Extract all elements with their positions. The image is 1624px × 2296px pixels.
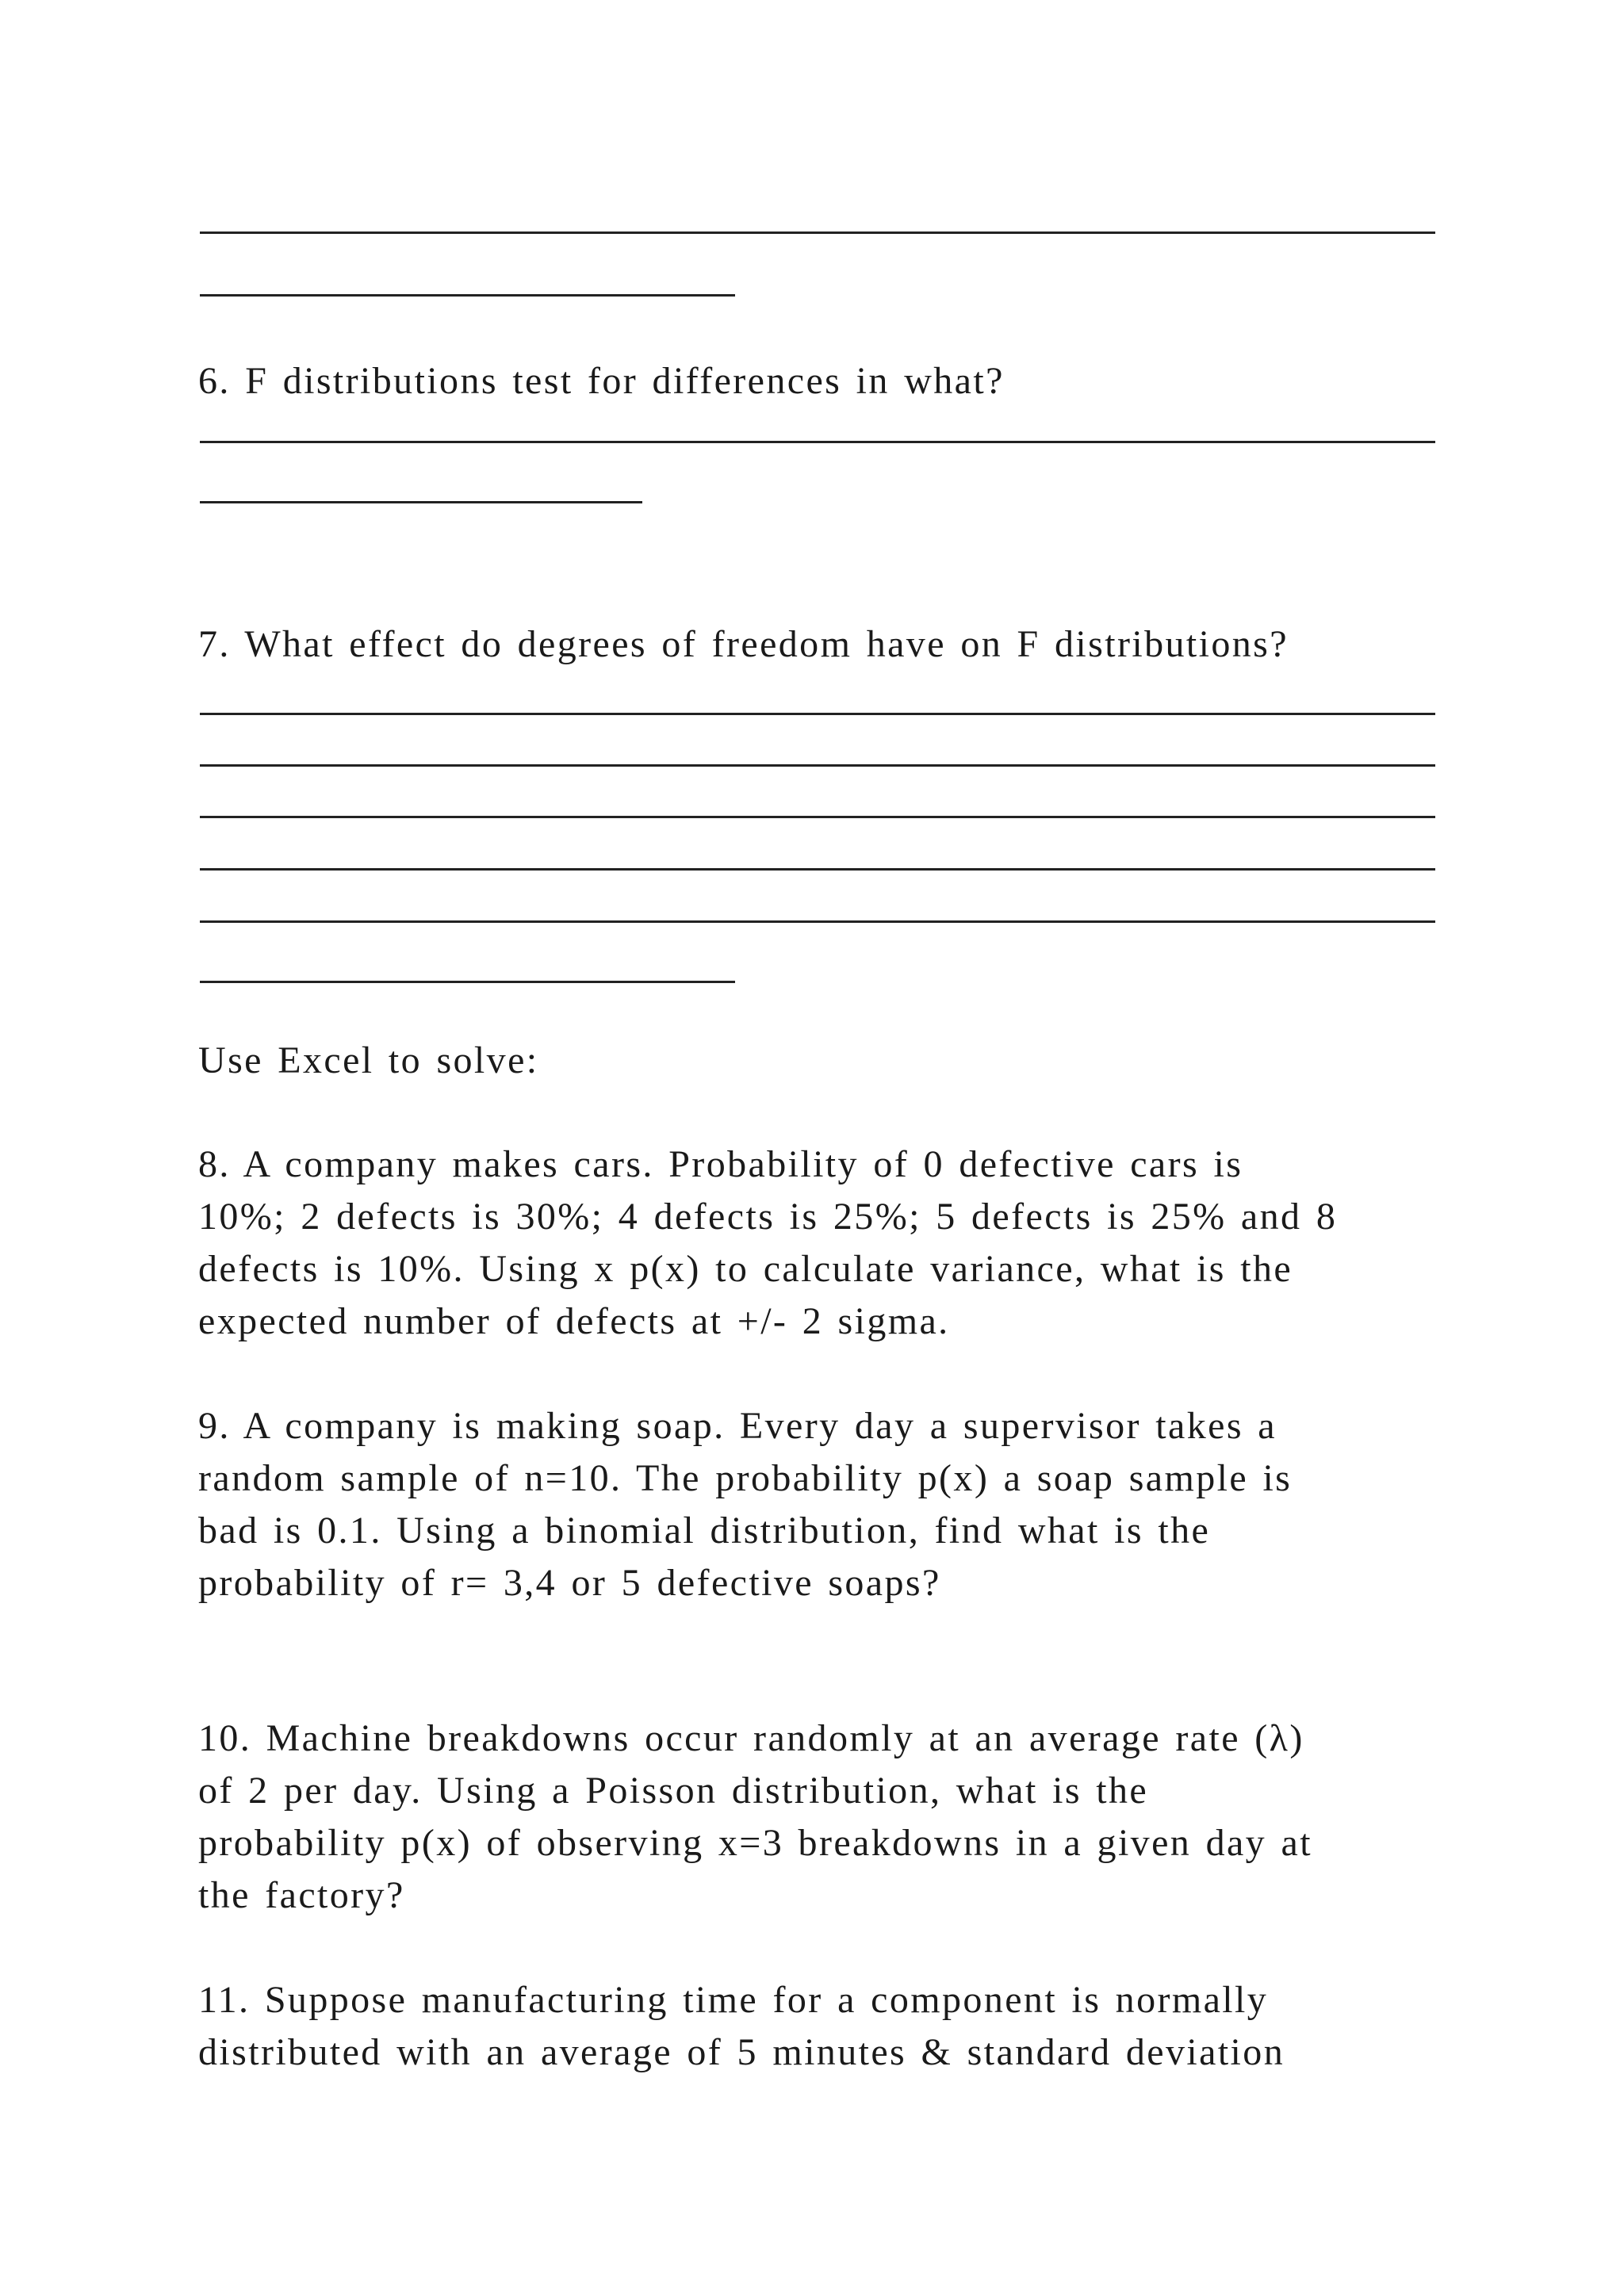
answer-line [200,441,1435,443]
question-7: 7. What effect do degrees of freedom have on F distributions? [198,623,1289,665]
answer-line [200,713,1435,715]
question-9-line: probability of r= 3,4 or 5 defective soaps? [198,1562,941,1604]
answer-line [200,816,1435,818]
question-8-line: 10%; 2 defects is 30%; 4 defects is 25%; 5 defects is 25% and 8 [198,1196,1338,1238]
question-10-line: the factory? [198,1874,405,1916]
answer-line [200,868,1435,871]
question-11-line: distributed with an average of 5 minutes & standard deviation [198,2031,1285,2073]
question-8-line: expected number of defects at +/- 2 sigma. [198,1300,950,1342]
question-10-line: 10. Machine breakdowns occur randomly at an average rate (λ) [198,1717,1304,1759]
answer-line [200,501,642,503]
question-9-line: random sample of n=10. The probability p(x) a soap sample is [198,1457,1293,1499]
answer-line [200,920,1435,923]
question-10-line: of 2 per day. Using a Poisson distribution, what is the [198,1770,1149,1812]
question-10-line: probability p(x) of observing x=3 breakdowns in a given day at [198,1822,1312,1864]
question-8-line: 8. A company makes cars. Probability of 0 defective cars is [198,1143,1243,1185]
instruction-text: Use Excel to solve: [198,1039,539,1081]
answer-line [200,294,735,297]
answer-line [200,764,1435,767]
answer-line [200,232,1435,234]
question-9-line: 9. A company is making soap. Every day a supervisor takes a [198,1405,1277,1447]
answer-line [200,981,735,983]
question-11-line: 11. Suppose manufacturing time for a component is normally [198,1979,1269,2021]
question-8-line: defects is 10%. Using x p(x) to calculate variance, what is the [198,1248,1293,1290]
question-9-line: bad is 0.1. Using a binomial distribution, find what is the [198,1510,1211,1552]
question-6: 6. F distributions test for differences in what? [198,360,1005,402]
